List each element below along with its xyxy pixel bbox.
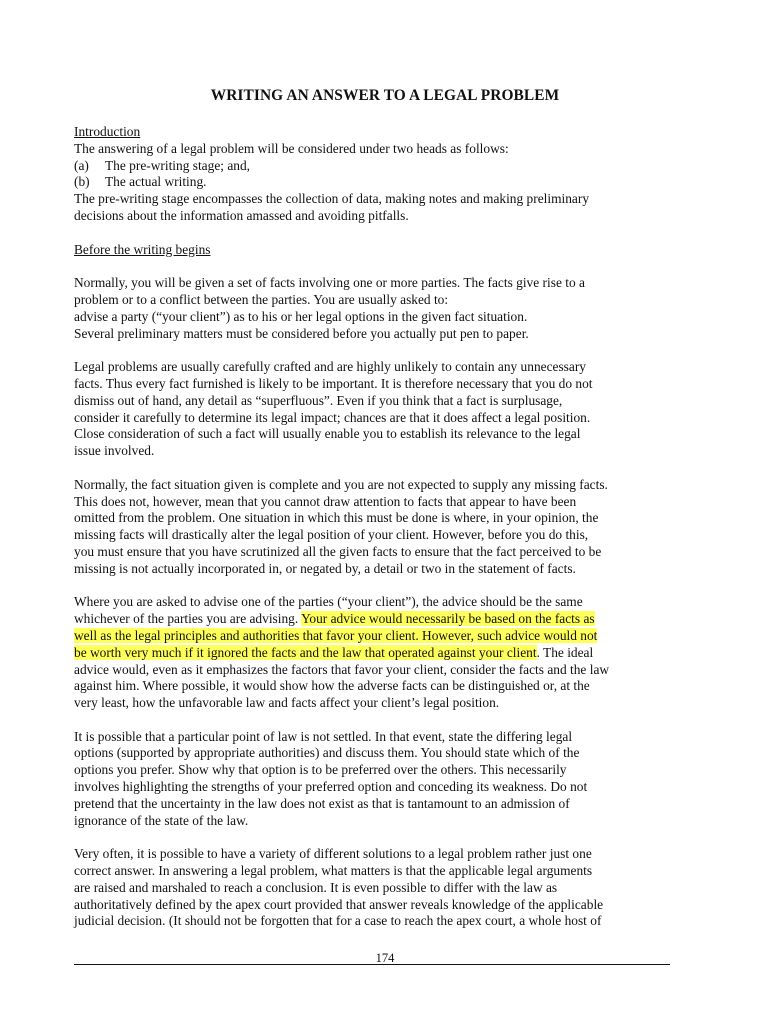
plain-text: whichever of the parties you are advising. <box>74 611 302 627</box>
document-body <box>74 124 696 930</box>
intro-line: The answering of a legal problem will be considered under two heads as follows: <box>74 140 509 156</box>
paragraph-line: missing is not actually incorporated in, or negated by, a detail or two in the statement of facts. <box>74 560 576 576</box>
footer-rule <box>74 964 670 965</box>
paragraph-line: dismiss out of hand, any detail as “superfluous”. Even if you think that a fact is surplusage, <box>74 392 563 408</box>
section-heading-before-writing: Before the writing begins <box>74 241 211 257</box>
list-item-text: The actual writing. <box>105 174 207 190</box>
paragraph-line: issue involved. <box>74 443 155 459</box>
paragraph-line: Normally, the fact situation given is complete and you are not expected to supply any missing facts. <box>74 476 608 492</box>
paragraph-line <box>74 611 696 628</box>
highlighted-text: be worth very much if it ignored the facts and the law that operated against your client <box>74 644 537 660</box>
paragraph <box>74 359 696 460</box>
highlighted-text: well as the legal principles and authorities that favor your client. However, such advice would not <box>74 627 598 643</box>
paragraph-line: It is possible that a particular point of law is not settled. In that event, state the differing legal <box>74 728 573 744</box>
paragraph-line: omitted from the problem. One situation in which this must be done is where, in your opinion, the <box>74 510 599 526</box>
list-item <box>74 174 696 191</box>
plain-text: . The ideal <box>536 644 594 660</box>
list-item-label: (a) <box>74 157 89 173</box>
paragraph-line: facts. Thus every fact furnished is likely to be important. It is therefore necessary that you do not <box>74 375 593 391</box>
paragraph-line: very least, how the unfavorable law and facts affect your client’s legal position. <box>74 695 500 711</box>
paragraph-line: authoritatively defined by the apex court provided that answer reveals knowledge of the applicable <box>74 896 604 912</box>
paragraph <box>74 729 696 830</box>
paragraph-line: are raised and marshaled to reach a conclusion. It is even possible to differ with the law as <box>74 879 558 895</box>
list-item-label: (b) <box>74 174 90 190</box>
paragraph-line: you must ensure that you have scrutinized all the given facts to ensure that the fact perceived to be <box>74 543 602 559</box>
paragraph-line: options (supported by appropriate authorities) and discuss them. You should state which of the <box>74 745 580 761</box>
paragraph-line: involves highlighting the strengths of your preferred option and conceding its weakness. Do not <box>74 779 588 795</box>
paragraph-line: correct answer. In answering a legal problem, what matters is that the applicable legal arguments <box>74 863 593 879</box>
paragraph-line: This does not, however, mean that you cannot draw attention to facts that appear to have been <box>74 493 577 509</box>
list-item <box>74 158 696 175</box>
paragraph-line: Very often, it is possible to have a variety of different solutions to a legal problem rather just one <box>74 846 592 862</box>
paragraph-line: ignorance of the state of the law. <box>74 812 249 828</box>
paragraph-line <box>74 645 696 662</box>
paragraph <box>74 846 696 930</box>
paragraph-line: Where you are asked to advise one of the parties (“your client”), the advice should be the same <box>74 594 583 610</box>
paragraph <box>74 594 696 712</box>
paragraph-line: advice would, even as it emphasizes the factors that favor your client, consider the facts and the law <box>74 661 610 677</box>
paragraph-line <box>74 628 696 645</box>
list-item-text: The pre-writing stage; and, <box>105 157 251 173</box>
section-heading-introduction: Introduction <box>74 124 141 139</box>
paragraph-line: advise a party (“your client”) as to his or her legal options in the given fact situation. <box>74 308 528 324</box>
paragraph-line: Several preliminary matters must be considered before you actually put pen to paper. <box>74 325 529 341</box>
highlighted-text: Your advice would necessarily be based on the facts as <box>301 611 595 627</box>
intro-line: The pre-writing stage encompasses the collection of data, making notes and making preliminary <box>74 191 590 207</box>
paragraph-line: problem or to a conflict between the parties. You are usually asked to: <box>74 291 449 307</box>
paragraph <box>74 477 696 578</box>
paragraph-line: pretend that the uncertainty in the law does not exist as that is tantamount to an admission of <box>74 795 570 811</box>
paragraph-line: options you prefer. Show why that option is to be preferred over the others. This necessarily <box>74 762 567 778</box>
paragraph-line: Legal problems are usually carefully crafted and are highly unlikely to contain any unnecessary <box>74 359 586 375</box>
paragraph-line: consider it carefully to determine its legal impact; chances are that it does affect a legal position. <box>74 409 591 425</box>
paragraph-line: against him. Where possible, it would show how the adverse facts can be distinguished or, at the <box>74 678 590 694</box>
paragraph-line: Close consideration of such a fact will usually enable you to establish its relevance to the legal <box>74 426 581 442</box>
paragraph-line: missing facts will drastically alter the legal position of your client. However, before you do this, <box>74 527 589 543</box>
page-number: 174 <box>375 951 395 965</box>
paragraph-line: Normally, you will be given a set of facts involving one or more parties. The facts give rise to a <box>74 275 585 291</box>
page-title: WRITING AN ANSWER TO A LEGAL PROBLEM <box>210 87 560 104</box>
paragraph <box>74 275 696 342</box>
paragraph-line: judicial decision. (It should not be forgotten that for a case to reach the apex court, a whole host of <box>74 913 602 929</box>
intro-line: decisions about the information amassed and avoiding pitfalls. <box>74 207 409 223</box>
